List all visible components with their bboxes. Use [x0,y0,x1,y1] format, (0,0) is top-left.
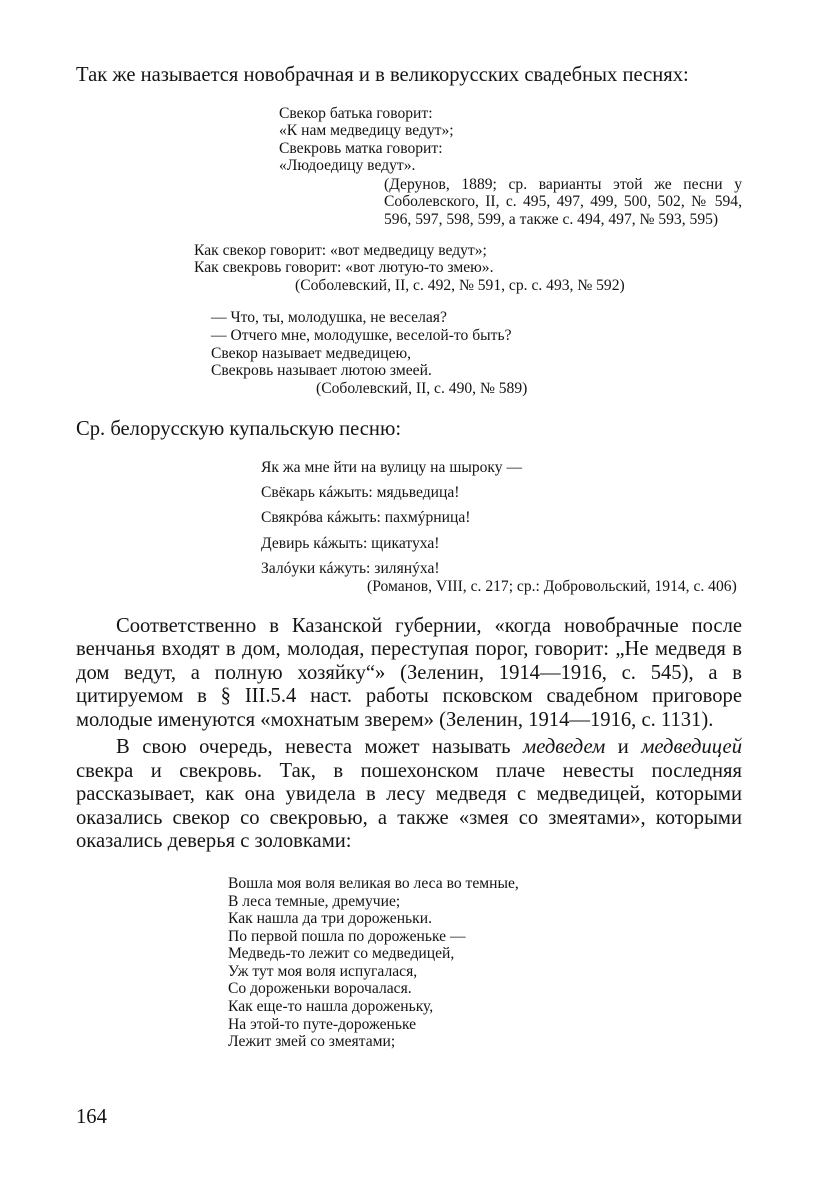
verse-line: Лежит змей со змеятами; [228,1033,396,1051]
verse-line: — Отчего мне, молодушке, веселой-то быть? [211,327,512,345]
reference-intro: Ср. белорусскую купальскую песню: [76,418,402,441]
citation: (Дерунов, 1889; ср. варианты этой же песни у Соболевского, II, с. 495, 497, 499, 500, 502, № 594, 596, 597, 598, 599, а также с. 494, 497, № 593, 595) [384,175,742,229]
verse-lines [211,309,742,379]
verse-block-1 [279,105,742,229]
verse-lines [194,242,742,277]
page-number: 164 [76,1106,107,1128]
verse-line: По первой пошла по дороженьке — [228,927,466,945]
italic-term: медведицей [641,736,742,759]
italic-term: медведем [523,736,606,759]
verse-line: «К нам медведицу ведут»; [279,122,454,140]
verse-line: На этой-то путе-дороженьке [228,1015,417,1033]
verse-lines [261,459,742,578]
verse-lines [279,105,742,175]
verse-line: Как нашла да три дороженьки. [228,910,432,928]
verse-line: Свёкарь кáжыть: мядьведица! [261,484,460,502]
text-run: свекра и свекровь. Так, в пошехонском плаче невесты последняя рассказывает, как она увидела в лесу медведя с медведицей, которыми оказались свекор со свекровью, а также «змея со змеятами», которыми оказались деверья с золовками: [76,759,742,853]
body-paragraph-2 [76,736,742,854]
verse-block-lament [228,875,742,1051]
citation: (Соболевский, II, с. 492, № 591, ср. с. 493, № 592) [295,276,625,294]
verse-line: «Людоедицу ведут». [279,157,416,175]
verse-line: — Что, ты, молодушка, не веселая? [211,309,447,327]
verse-line: Вошла моя воля великая во леса во темные, [228,874,519,892]
verse-line: Свекровь называет лютою змеей. [211,362,432,380]
citation: (Романов, VIII, с. 217; ср.: Добровольский, 1914, с. 406) [367,578,737,596]
verse-line: Со дороженьки ворочалася. [228,980,412,998]
verse-lines [228,875,742,1051]
verse-line: Как свекор говорит: «вот медведицу ведут»; [194,241,487,259]
verse-line: Свекор батька говорит: [279,104,433,122]
text-run: В свою очередь, невеста может называть [116,736,524,759]
verse-line: Свекровь матка говорит: [279,139,443,157]
verse-line: Как еще-то нашла дороженьку, [228,998,434,1016]
page-body [76,64,742,1051]
verse-line: Как свекровь говорит: «вот лютую-то змею». [194,259,494,277]
verse-block-belarusian [261,459,742,596]
citation: (Соболевский, II, с. 490, № 589) [316,379,528,397]
verse-line: Залóуки кáжуть: зилянýха! [261,560,440,578]
intro-paragraph: Так же называется новобрачная и в великорусских свадебных песнях: [76,64,689,86]
verse-line: Свекор называет медведицею, [211,344,412,362]
verse-line: Як жа мне йти на вулицу на шыроку — [261,458,523,476]
verse-line: Девирь кáжыть: щикатуха! [261,534,440,552]
body-paragraph-1: Соответственно в Казанской губернии, «когда новобрачные после венчанья входят в дом, молодая, переступая порог, говорит: „Не медведя в дом ведут, а полную хозяйку“» (Зеленин, 1914—1916, с. 545), а в цитируемом в § III.5.4 наст. работы псковском свадебном приговоре молодые именуются «мохнатым зверем» (Зеленин, 1914—1916, с. 1131). [76,614,742,731]
verse-line: Уж тут моя воля испугалася, [228,962,418,980]
verse-block-2 [194,242,742,295]
verse-line: В леса темные, дремучие; [228,892,401,910]
verse-block-3 [211,309,742,397]
verse-line: Свякрóва кáжыть: пахмýрница! [261,509,471,527]
verse-line: Медведь-то лежит со медведицей, [228,945,455,963]
text-run: и [605,736,642,759]
